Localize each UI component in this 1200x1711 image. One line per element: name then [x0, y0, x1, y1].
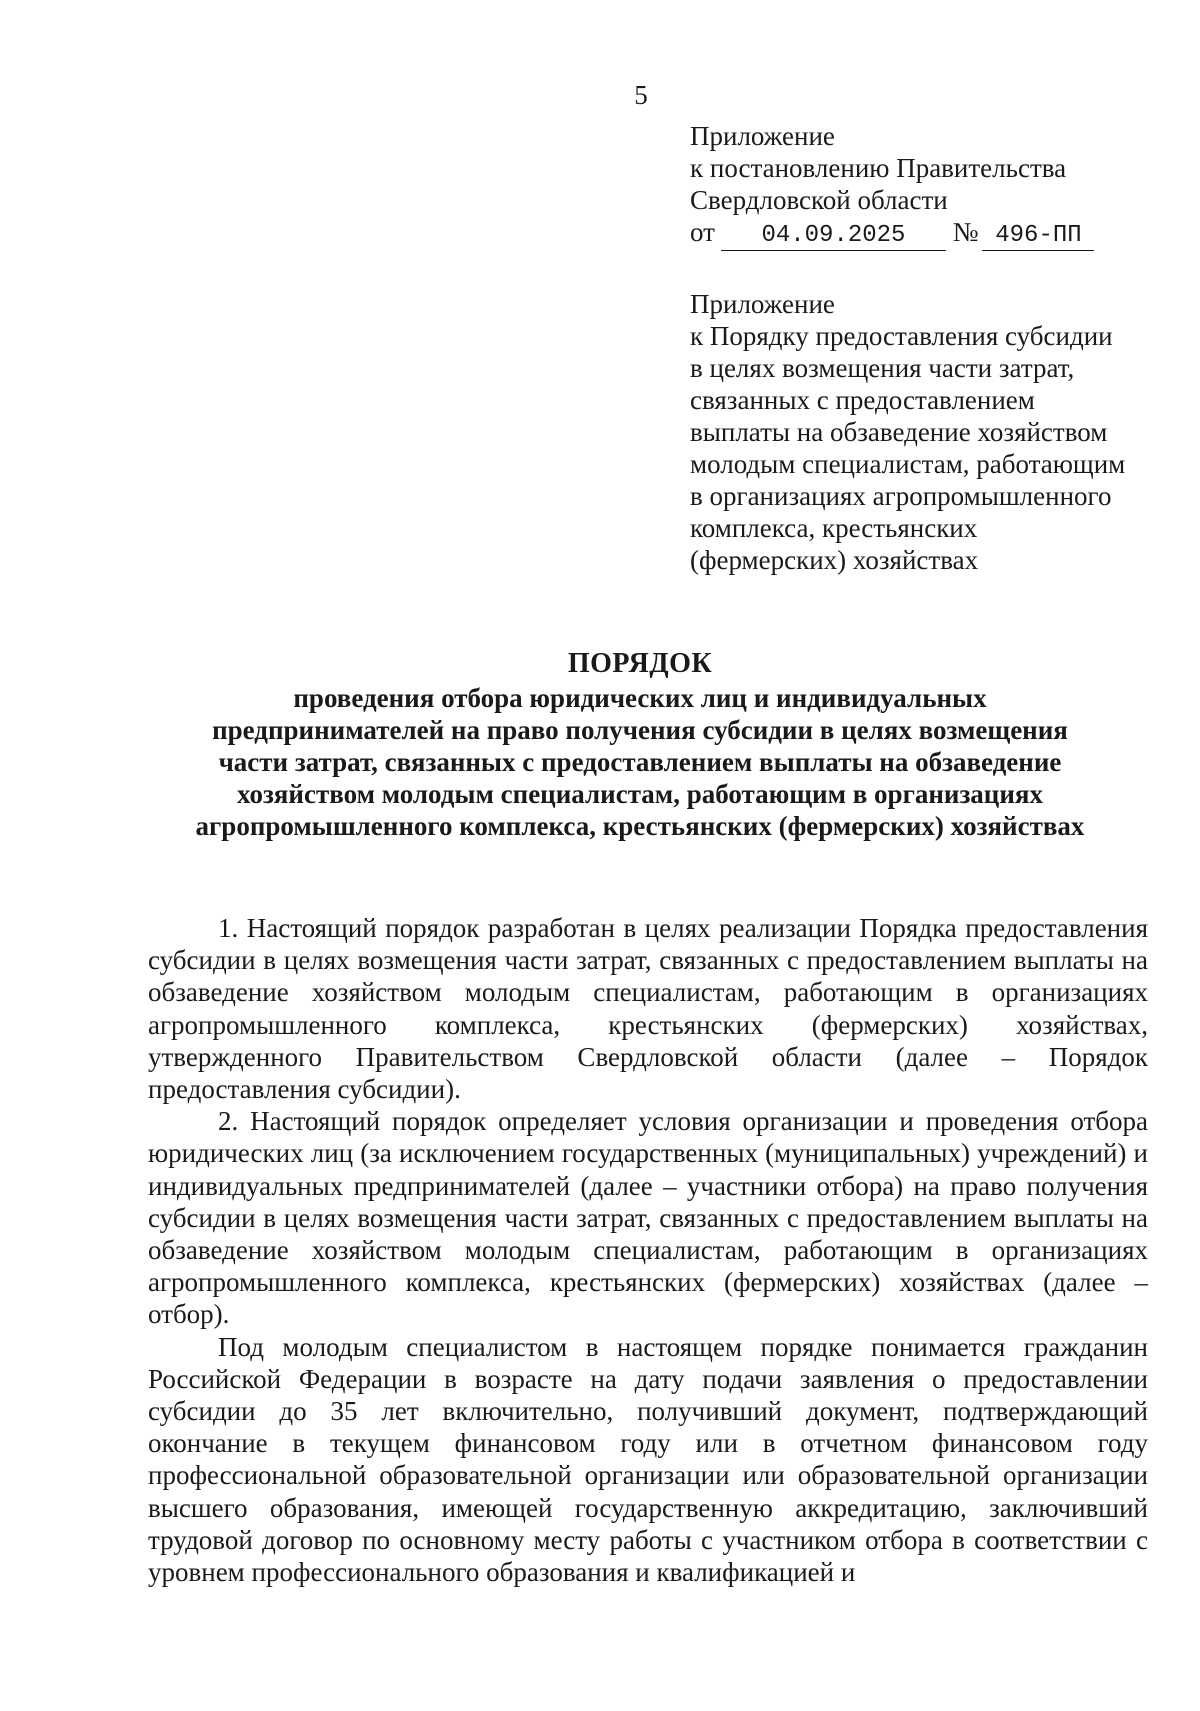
approval-number-value: 496-ПП: [982, 222, 1094, 251]
appendix-line: (фермерских) хозяйствах: [690, 545, 979, 575]
document-body: [148, 912, 1148, 1588]
subtitle-line: хозяйством молодым специалистам, работающим в организациях: [236, 779, 1044, 809]
approval-line-1: Приложение: [690, 121, 835, 151]
paragraph-2: 2. Настоящий порядок определяет условия организации и проведения отбора юридических лиц (за исключением государственных (муниципальных) учреждений) и индивидуальных предпринимателей (далее – участники отбора) на право получения субсидии в целях возмещения части затрат, связанных с предоставлением выплаты на обзаведение хозяйством молодым специалистам, работающим в организациях агропромышленного комплекса, крестьянских (фермерских) хозяйствах (далее – отбор).: [148, 1106, 1148, 1330]
appendix-line: комплекса, крестьянских: [690, 513, 978, 543]
approval-date-value: 04.09.2025: [721, 222, 946, 251]
document-title: [140, 648, 1140, 842]
title-main: ПОРЯДОК: [567, 648, 713, 679]
appendix-line: молодым специалистам, работающим: [690, 449, 1126, 479]
appendix-line: Приложение: [690, 289, 835, 319]
number-prefix: №: [952, 217, 979, 247]
appendix-line: связанных с предоставлением: [690, 385, 1035, 415]
subtitle-line: проведения отбора юридических лиц и индивидуальных: [293, 683, 987, 713]
approval-date-line: [690, 216, 1170, 251]
subtitle-line: агропромышленного комплекса, крестьянских (фермерских) хозяйствах: [195, 811, 1085, 841]
page-number: 5: [634, 80, 648, 110]
approval-line-3: Свердловской области: [690, 185, 948, 215]
appendix-line: выплаты на обзаведение хозяйством: [690, 417, 1108, 447]
paragraph-3: Под молодым специалистом в настоящем порядке понимается гражданин Российской Федерации в возрасте на дату подачи заявления о предоставлении субсидии до 35 лет включительно, получивший документ, подтверждающий окончание в текущем финансовом году или в отчетном финансовом году профессиональной образовательной организации или образовательной организации высшего образования, имеющей государственную аккредитацию, заключивший трудовой договор по основному месту работы с участником отбора в соответствии с уровнем профессионального образования и квалификацией и: [148, 1331, 1148, 1588]
appendix-line: в целях возмещения части затрат,: [690, 353, 1075, 383]
appendix-line: к Порядку предоставления субсидии: [690, 321, 1113, 351]
subtitle-line: части затрат, связанных с предоставлением выплаты на обзаведение: [218, 747, 1062, 777]
approval-line-2: к постановлению Правительства: [690, 153, 1067, 183]
paragraph-1: 1. Настоящий порядок разработан в целях реализации Порядка предоставления субсидии в целях возмещения части затрат, связанных с предоставлением выплаты на обзаведение хозяйством молодым специалистам, работающим в организациях агропромышленного комплекса, крестьянских (фермерских) хозяйствах, утвержденного Правительством Свердловской области (далее – Порядок предоставления субсидии).: [148, 913, 1148, 1105]
approval-header: [690, 120, 1170, 251]
date-prefix: от: [690, 217, 715, 247]
appendix-line: в организациях агропромышленного: [690, 481, 1112, 511]
subtitle-line: предпринимателей на право получения субсидии в целях возмещения: [212, 715, 1068, 745]
appendix-header: [690, 288, 1170, 576]
